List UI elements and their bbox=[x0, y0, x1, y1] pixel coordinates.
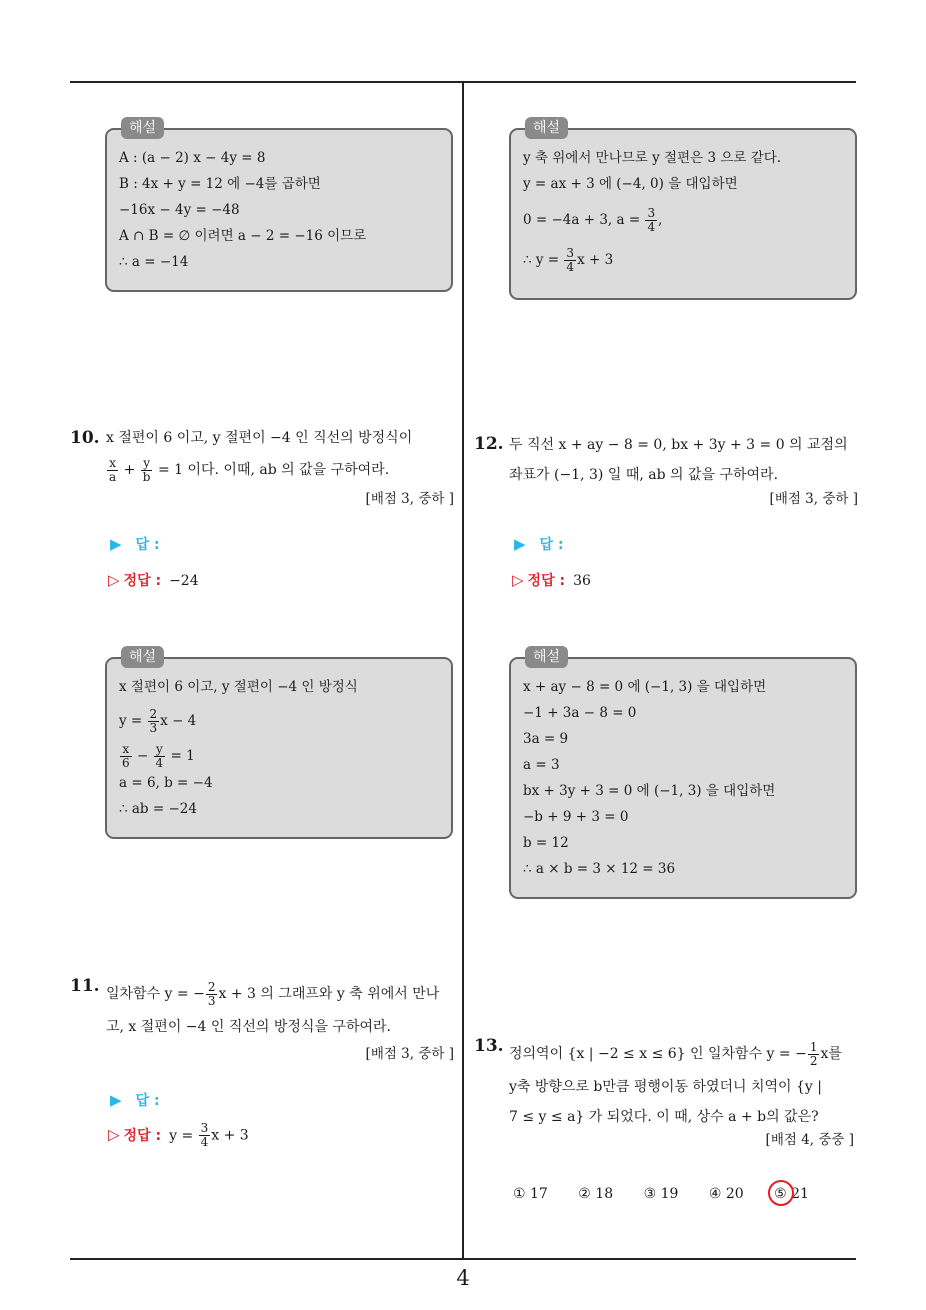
numerator: y bbox=[141, 457, 153, 471]
answer-row bbox=[110, 534, 160, 554]
solution-line: x 절편이 6 이고, y 절편이 −4 인 방정식 bbox=[119, 679, 358, 695]
question-line bbox=[106, 976, 456, 1012]
fraction bbox=[141, 457, 153, 484]
question-number: 12. bbox=[474, 434, 504, 454]
answer-row bbox=[514, 534, 564, 554]
solution-line: −b + 9 + 3 = 0 bbox=[523, 809, 629, 825]
fraction bbox=[808, 1041, 820, 1068]
solution-text: y = bbox=[119, 713, 143, 729]
solution-box-q12 bbox=[509, 649, 857, 899]
denominator: 4 bbox=[155, 756, 164, 770]
numerator: 2 bbox=[207, 979, 216, 994]
choice-4[interactable]: ④ 20 bbox=[708, 1186, 744, 1202]
solution-line: ∴ ab = −24 bbox=[119, 801, 197, 817]
question-number: 13. bbox=[474, 1036, 504, 1056]
column-divider bbox=[462, 82, 464, 1259]
triangle-outline-icon: ▷ bbox=[108, 571, 120, 589]
question-line: 좌표가 (−1, 3) 일 때, ab 의 값을 구하여라. bbox=[509, 467, 779, 483]
solution-text: ∴ y = bbox=[523, 252, 560, 268]
question-text: 정의역이 {x | −2 ≤ x ≤ 6} 인 일차함수 y = − bbox=[509, 1046, 807, 1062]
solution-line: 3a = 9 bbox=[523, 731, 569, 747]
denominator: 4 bbox=[566, 260, 575, 274]
solution-tag: 해설 bbox=[121, 646, 164, 668]
minus-sign: − bbox=[136, 748, 149, 764]
numerator: 3 bbox=[647, 206, 656, 220]
play-icon: ▶ bbox=[110, 535, 122, 553]
solution-line bbox=[119, 739, 443, 773]
solution-line: A ∩ B = ∅ 이려면 a − 2 = −16 이므로 bbox=[119, 228, 367, 244]
correct-label: 정답 : bbox=[123, 573, 162, 589]
question-text bbox=[509, 1036, 861, 1132]
question-number: 11. bbox=[70, 976, 100, 996]
denominator: 4 bbox=[647, 220, 656, 234]
numerator: y bbox=[154, 743, 166, 757]
solution-line: x + ay − 8 = 0 에 (−1, 3) 을 대입하면 bbox=[523, 679, 767, 695]
fraction bbox=[199, 1122, 211, 1149]
correct-value: x + 3 bbox=[211, 1127, 249, 1144]
solution-tag: 해설 bbox=[525, 117, 568, 139]
solution-line bbox=[523, 240, 847, 280]
solution-line: a = 3 bbox=[523, 757, 560, 773]
solution-line: bx + 3y + 3 = 0 에 (−1, 3) 을 대입하면 bbox=[523, 783, 776, 799]
question-line: 7 ≤ y ≤ a} 가 되었다. 이 때, 상수 a + b의 값은? bbox=[509, 1109, 819, 1125]
solution-line: −16x − 4y = −48 bbox=[119, 202, 240, 218]
solution-tag: 해설 bbox=[121, 117, 164, 139]
play-icon: ▶ bbox=[514, 535, 526, 553]
score-label: [배점 3, 중하 ] bbox=[365, 491, 454, 507]
question-line bbox=[509, 1036, 861, 1072]
solution-line: y 축 위에서 만나므로 y 절편은 3 으로 같다. bbox=[523, 150, 782, 166]
play-icon: ▶ bbox=[110, 1091, 122, 1109]
solution-line: B : 4x + y = 12 에 −4를 곱하면 bbox=[119, 176, 321, 192]
fraction bbox=[154, 743, 166, 770]
solution-line: ∴ a = −14 bbox=[119, 254, 189, 270]
solution-text: = 1 bbox=[170, 748, 195, 764]
solution-line: b = 12 bbox=[523, 835, 569, 851]
solution-line bbox=[119, 703, 443, 739]
question-text bbox=[509, 430, 859, 490]
solution-text: x + 3 bbox=[577, 252, 614, 268]
solution-box-q10 bbox=[105, 649, 453, 839]
correct-answer-row bbox=[108, 570, 199, 590]
answer-label: 답 : bbox=[135, 537, 160, 553]
solution-box-q11 bbox=[509, 120, 857, 300]
answer-label: 답 : bbox=[539, 537, 564, 553]
denominator: 2 bbox=[809, 1053, 818, 1068]
denominator: a bbox=[109, 469, 117, 484]
question-line bbox=[106, 453, 456, 487]
fraction bbox=[645, 207, 657, 234]
fraction bbox=[206, 981, 218, 1008]
correct-label: 정답 : bbox=[527, 573, 566, 589]
numerator: x bbox=[120, 743, 132, 757]
fraction bbox=[564, 247, 576, 274]
choice-5[interactable] bbox=[774, 1186, 809, 1202]
question-line: 두 직선 x + ay − 8 = 0, bx + 3y + 3 = 0 의 교점의 bbox=[509, 437, 848, 453]
solution-text: 0 = −4a + 3, a = bbox=[523, 212, 641, 228]
numerator: 3 bbox=[566, 246, 575, 260]
choice-1[interactable]: ① 17 bbox=[513, 1186, 548, 1202]
solution-line: −1 + 3a − 8 = 0 bbox=[523, 705, 637, 721]
solution-line: ∴ a × b = 3 × 12 = 36 bbox=[523, 861, 676, 877]
denominator: 3 bbox=[207, 993, 216, 1008]
solution-line: a = 6, b = −4 bbox=[119, 775, 213, 791]
answer-label: 답 : bbox=[135, 1093, 160, 1109]
question-text: x + 3 의 그래프와 y 축 위에서 만나 bbox=[218, 986, 440, 1002]
solution-text: x − 4 bbox=[160, 713, 197, 729]
question-line: x 절편이 6 이고, y 절편이 −4 인 직선의 방정식이 bbox=[106, 430, 413, 446]
question-text-tail: = 1 이다. 이때, ab 의 값을 구하여라. bbox=[157, 462, 390, 478]
answer-row bbox=[110, 1090, 160, 1110]
correct-label: 정답 : bbox=[123, 1127, 162, 1144]
solution-line bbox=[523, 200, 847, 240]
solution-line: y = ax + 3 에 (−4, 0) 을 대입하면 bbox=[523, 176, 738, 192]
numerator: 2 bbox=[149, 707, 158, 721]
question-text: x를 bbox=[820, 1046, 842, 1062]
solution-line: A : (a − 2) x − 4y = 8 bbox=[119, 150, 266, 166]
correct-answer-row bbox=[512, 570, 591, 590]
plus-sign: + bbox=[123, 462, 136, 478]
page-number: 4 bbox=[456, 1266, 470, 1290]
question-line: 고, x 절편이 −4 인 직선의 방정식을 구하여라. bbox=[106, 1019, 391, 1035]
choice-label: ⑤ 21 bbox=[774, 1186, 809, 1202]
denominator: 3 bbox=[149, 721, 158, 735]
score-label: [배점 4, 중중 ] bbox=[765, 1132, 854, 1148]
question-text bbox=[106, 423, 456, 487]
correct-value: 36 bbox=[573, 573, 591, 589]
question-number: 10. bbox=[70, 428, 100, 448]
question-text bbox=[106, 976, 456, 1042]
correct-value: y = bbox=[169, 1127, 194, 1144]
question-line: y축 방향으로 b만큼 평행이동 하였더니 치역이 {y | bbox=[509, 1079, 822, 1095]
triangle-outline-icon: ▷ bbox=[512, 571, 524, 589]
solution-text: , bbox=[658, 212, 663, 228]
denominator: 4 bbox=[200, 1135, 209, 1149]
numerator: 3 bbox=[200, 1121, 209, 1135]
correct-answer-row bbox=[108, 1122, 249, 1149]
triangle-outline-icon: ▷ bbox=[108, 1125, 120, 1144]
choice-3[interactable]: ③ 19 bbox=[643, 1186, 679, 1202]
solution-box-q9 bbox=[105, 120, 453, 292]
denominator: 6 bbox=[122, 756, 130, 770]
score-label: [배점 3, 중하 ] bbox=[365, 1046, 454, 1062]
selected-circle-icon bbox=[768, 1180, 794, 1206]
numerator: 1 bbox=[809, 1039, 818, 1054]
score-label: [배점 3, 중하 ] bbox=[769, 491, 858, 507]
choice-list bbox=[513, 1186, 835, 1202]
choice-2[interactable]: ② 18 bbox=[578, 1186, 614, 1202]
solution-tag: 해설 bbox=[525, 646, 568, 668]
numerator: x bbox=[107, 457, 118, 471]
fraction bbox=[107, 457, 118, 484]
fraction bbox=[148, 708, 160, 735]
bottom-rule bbox=[70, 1258, 856, 1260]
correct-value: −24 bbox=[169, 573, 199, 589]
denominator: b bbox=[142, 469, 151, 484]
fraction bbox=[120, 743, 132, 770]
question-text: 일차함수 y = − bbox=[106, 986, 205, 1002]
